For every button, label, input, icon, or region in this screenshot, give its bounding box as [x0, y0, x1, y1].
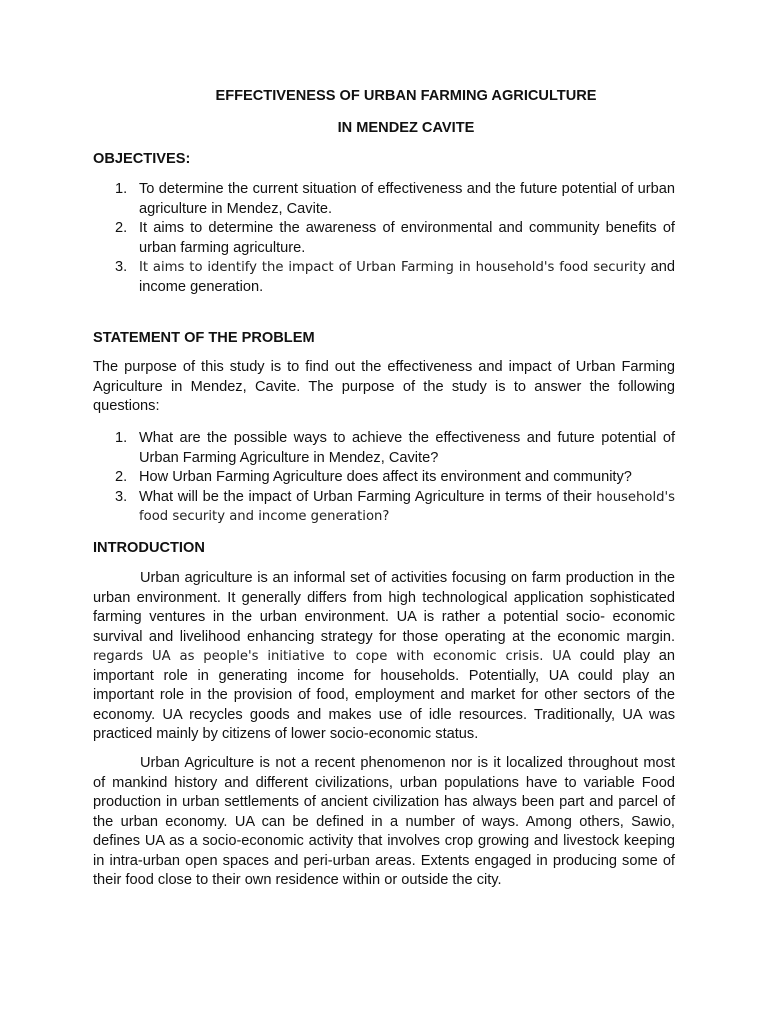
statement-paragraph: The purpose of this study is to find out the effectiveness and impact of Urban Farming Agriculture in Mendez, Cavite. The purpose of the study is to answer the following questions:: [93, 359, 675, 414]
objectives-heading: OBJECTIVES:: [93, 151, 191, 167]
list-item: [93, 488, 675, 527]
introduction-heading: INTRODUCTION: [93, 540, 205, 556]
introduction-paragraph-1: [93, 569, 675, 745]
paragraph-text-part: regards UA as people's initiative to cope with economic crisis. UA: [93, 649, 571, 664]
list-number: 1.: [115, 181, 128, 197]
list-number: 3.: [115, 259, 128, 275]
list-item: [93, 429, 675, 468]
document-title-line-1: EFFECTIVENESS OF URBAN FARMING AGRICULTURE: [215, 88, 597, 104]
paragraph-text-part: could play an important role in generating income for households. Potentially, UA could play an important role in the provision of food, employment and market for other sectors of the economy. UA recycles goods and makes use of idle resources. Traditionally, UA was practiced mainly by citizens of lower socio-economic status.: [93, 648, 675, 742]
list-item-text-part: household's food security and income generation?: [139, 489, 675, 524]
objectives-list: [93, 180, 675, 297]
statement-of-problem-heading: STATEMENT OF THE PROBLEM: [93, 330, 315, 346]
list-item: [93, 219, 675, 258]
list-item-text-part: It aims to identify the impact of Urban Farming in household's food security: [139, 260, 646, 275]
list-item-text: [139, 258, 675, 297]
list-item-text: To determine the current situation of effectiveness and the future potential of urban agriculture in Mendez, Cavite.: [139, 181, 675, 217]
introduction-paragraph-2: Urban Agriculture is not a recent phenomenon nor is it localized throughout most of mankind history and different civilizations, urban populations have to variable Food production in urban settlements of ancient civilization has always been part and parcel of the urban economy. UA can be defined in a number of ways. Among others, Sawio, defines UA as a socio-economic activity that involves crop growing and livestock keeping in intra-urban open spaces and peri-urban areas. Extents engaged in producing some of their food close to their own residence within or outside the city.: [93, 755, 675, 888]
list-item-text: [139, 488, 675, 527]
list-item-text: It aims to determine the awareness of environmental and community benefits of urban farming agriculture.: [139, 220, 675, 256]
list-item-text-part: and income generation.: [139, 259, 675, 295]
list-item: [93, 180, 675, 219]
list-item-text-part: What will be the impact of Urban Farming Agriculture in terms of their: [139, 488, 592, 505]
questions-list: [93, 429, 675, 527]
list-item: [93, 258, 675, 297]
list-item-text: How Urban Farming Agriculture does affect its environment and community?: [139, 469, 632, 485]
list-item-text: What are the possible ways to achieve the effectiveness and future potential of Urban Farming Agriculture in Mendez, Cavite?: [139, 430, 675, 466]
list-number: 1.: [115, 430, 128, 446]
list-number: 2.: [115, 469, 128, 485]
list-number: 3.: [115, 488, 128, 505]
document-title-line-2: IN MENDEZ CAVITE: [337, 120, 475, 136]
paragraph-text-part: Urban agriculture is an informal set of activities focusing on farm production in the urban environment. It generally differs from high technological application sophisticated farming ventures in the urban environment. UA is rather a potential socio- economic survival and livelihood enhancing strategy for those operating at the economic margin.: [93, 570, 675, 645]
list-number: 2.: [115, 220, 128, 236]
list-item: [93, 468, 675, 488]
